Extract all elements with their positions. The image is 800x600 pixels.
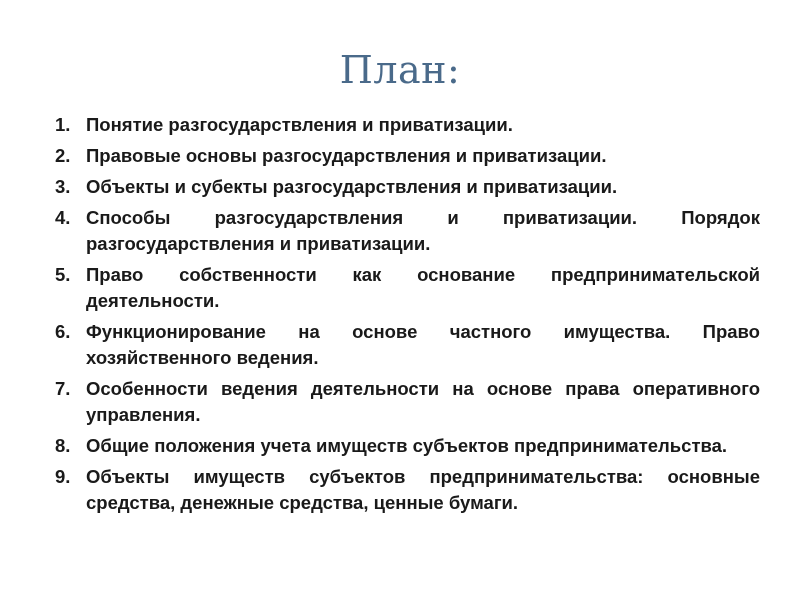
list-item	[55, 376, 760, 428]
item-text: Общие положения учета имуществ субъектов предпринимательства.	[86, 435, 728, 456]
item-text: Понятие разгосударствления и приватизации.	[86, 114, 513, 135]
item-number: 3.	[55, 176, 71, 197]
plan-list	[55, 112, 760, 521]
list-item	[55, 143, 760, 169]
list-item	[55, 433, 760, 459]
item-text: Право собственности как основание предпринимательской деятельности.	[86, 264, 760, 311]
list-item	[55, 464, 760, 516]
item-number: 7.	[55, 378, 71, 399]
item-text: Способы разгосударствления и приватизации. Порядок разгосударствления и приватизации.	[86, 207, 760, 254]
item-text: Объекты и субекты разгосударствления и приватизации.	[86, 176, 618, 197]
list-item	[55, 262, 760, 314]
item-number: 8.	[55, 435, 71, 456]
item-text: Функционирование на основе частного имущества. Право хозяйственного ведения.	[86, 321, 760, 368]
item-number: 4.	[55, 207, 71, 228]
item-text: Объекты имуществ субъектов предпринимательства: основные средства, денежные средства, ценные бумаги.	[86, 466, 760, 513]
item-number: 5.	[55, 264, 71, 285]
list-item	[55, 205, 760, 257]
item-number: 2.	[55, 145, 71, 166]
item-text: Особенности ведения деятельности на основе права оперативного управления.	[86, 378, 760, 425]
list-item	[55, 174, 760, 200]
item-number: 9.	[55, 466, 71, 487]
list-item	[55, 319, 760, 371]
list-item	[55, 112, 760, 138]
item-number: 1.	[55, 114, 71, 135]
item-number: 6.	[55, 321, 71, 342]
slide-title: План:	[339, 48, 461, 92]
item-text: Правовые основы разгосударствления и приватизации.	[86, 145, 607, 166]
